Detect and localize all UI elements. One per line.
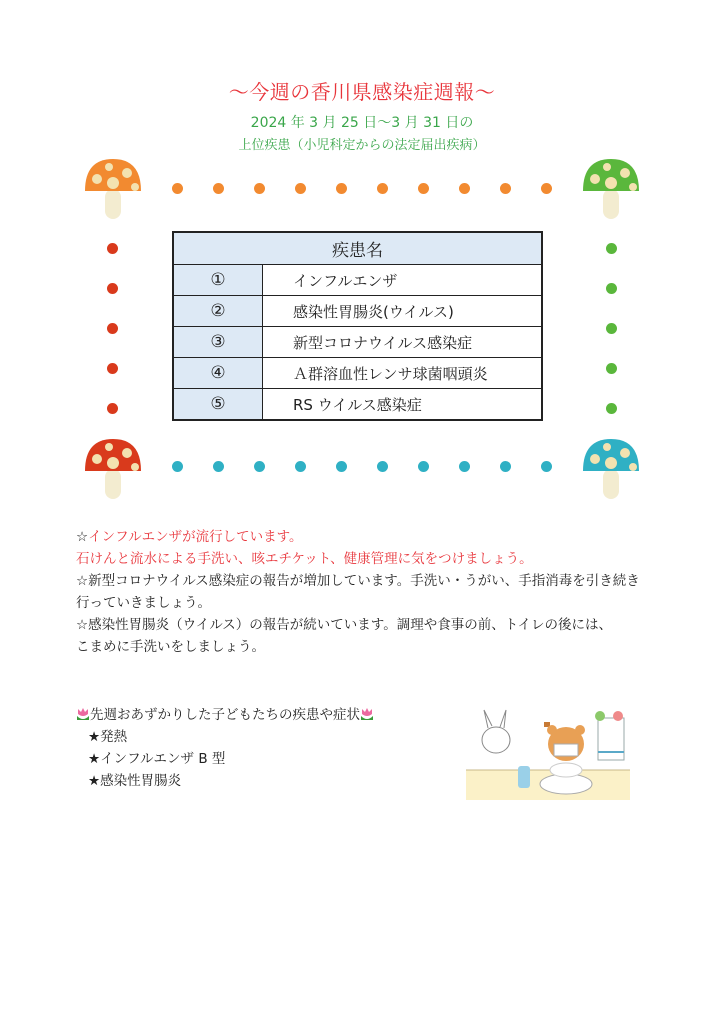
- list-item: ★インフルエンザ B 型: [88, 751, 226, 767]
- mushroom-icon: [83, 155, 143, 221]
- table-row: ④ Ａ群溶血性レンサ球菌咽頭炎: [173, 358, 542, 389]
- disease-ranking-table: [172, 231, 543, 421]
- note-covid: ☆新型コロナウイルス感染症の報告が増加しています。手洗い・うがい、手指消毒を引き続き: [76, 573, 640, 589]
- table-header: 疾患名: [173, 232, 542, 265]
- table-row: ① インフルエンザ: [173, 265, 542, 296]
- mushroom-icon: [83, 435, 143, 501]
- last-week-heading: 先週おあずかりした子どもたちの疾患や症状: [90, 707, 360, 723]
- table-row: ③ 新型コロナウイルス感染症: [173, 327, 542, 358]
- mushroom-icon: [581, 435, 641, 501]
- table-row: ⑤ RS ウイルス感染症: [173, 389, 542, 421]
- note-hygiene: 石けんと流水による手洗い、咳エチケット、健康管理に気をつけましょう。: [76, 551, 533, 567]
- tulip-icon: [360, 707, 374, 721]
- table-row: ② 感染性胃腸炎(ウイルス): [173, 296, 542, 327]
- mushroom-icon: [581, 155, 641, 221]
- tulip-icon: [76, 707, 90, 721]
- date-range: 2024 年 3 月 25 日～3 月 31 日の: [250, 115, 474, 131]
- page-title: ～今週の香川県感染症週報～: [228, 80, 496, 104]
- subtitle: 上位疾患（小児科定からの法定届出疾病）: [238, 138, 486, 153]
- note-gastro: ☆感染性胃腸炎（ウイルス）の報告が続いています。調理や食事の前、トイレの後には、: [76, 617, 613, 633]
- last-week-section: [76, 704, 374, 792]
- notes: ☆インフルエンザが流行しています。 石けんと流水による手洗い、咳エチケット、健康管理に気をつけましょう。 ☆新型コロナウイルス感染症の報告が増加しています。手洗い・うがい、手指消毒を引き続き 行っていきましょう。 ☆感染性胃腸炎（ウイルス）の報告が続いています。調理や食事の前、トイレの後には、 こまめに手洗いをしましょう。: [76, 526, 676, 658]
- handwashing-illustration: [466, 704, 630, 800]
- list-item: ★感染性胃腸炎: [88, 773, 182, 789]
- list-item: ★発熱: [88, 729, 128, 745]
- note-influenza: インフルエンザが流行しています。: [88, 529, 303, 545]
